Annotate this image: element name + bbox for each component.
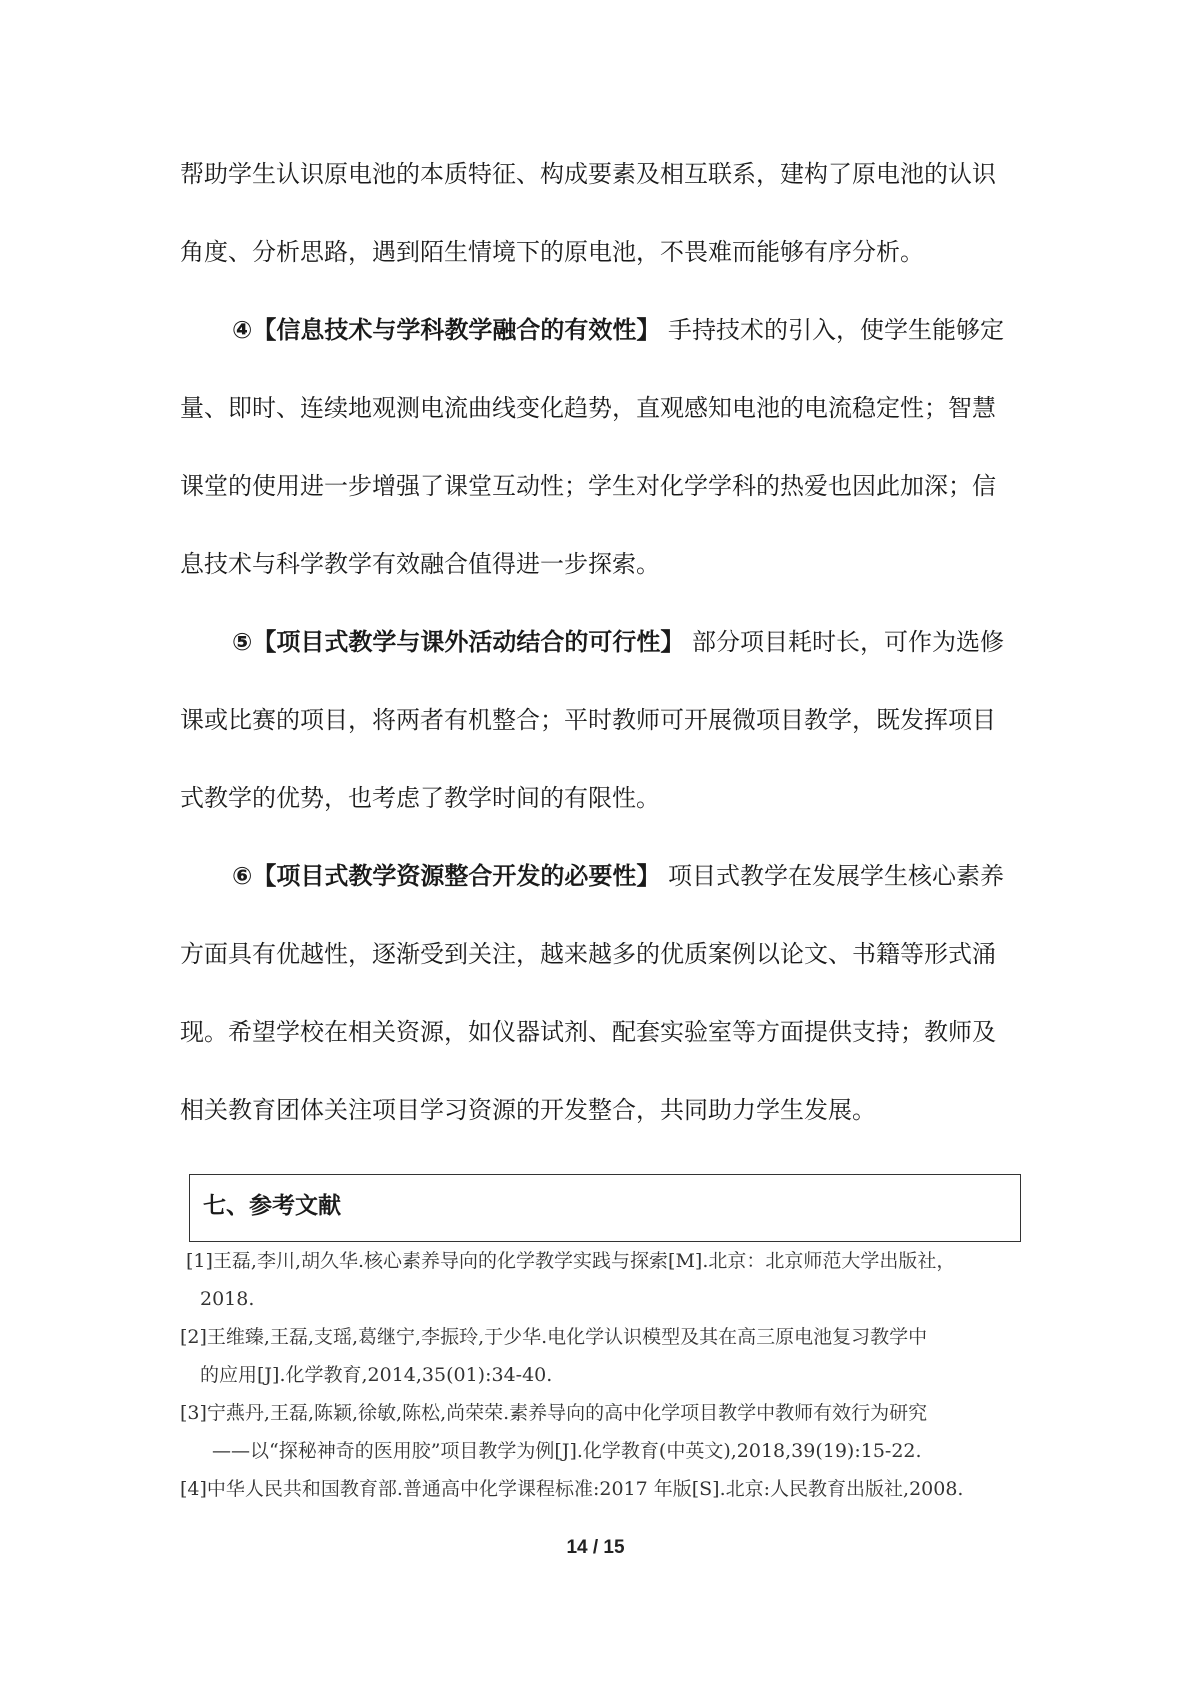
- point-4-line: [180, 314, 1015, 392]
- reference-item: [4]中华人民共和国教育部.普通高中化学课程标准:2017 年版[S].北京:人民教育出版社,2008.: [180, 1478, 964, 1500]
- paragraph-line: 课或比赛的项目，将两者有机整合；平时教师可开展微项目教学，既发挥项目: [180, 706, 996, 734]
- paragraph-line: 式教学的优势，也考虑了教学时间的有限性。: [180, 784, 660, 812]
- page-number: 14 / 15: [566, 1537, 625, 1558]
- references-heading-box: [189, 1174, 1021, 1242]
- references-heading: 七、参考文献: [203, 1193, 341, 1219]
- reference-item-continuation: 2018.: [200, 1288, 255, 1310]
- reference-item-continuation: ——以“探秘神奇的医用胶”项目教学为例[J].化学教育(中英文),2018,39(19):15-22.: [212, 1440, 922, 1462]
- paragraph-line: 角度、分析思路，遇到陌生情境下的原电池，不畏难而能够有序分析。: [180, 238, 924, 266]
- body-text: [180, 158, 1015, 1172]
- paragraph-line: 方面具有优越性，逐渐受到关注，越来越多的优质案例以论文、书籍等形式涌: [180, 940, 996, 968]
- reference-item: [1]王磊,李川,胡久华.核心素养导向的化学教学实践与探索[M].北京：北京师范大学出版社，: [186, 1250, 956, 1272]
- point-marker: ④: [232, 316, 253, 344]
- reference-item: [2]王维臻,王磊,支瑶,葛继宁,李振玲,于少华.电化学认识模型及其在高三原电池复习教学中: [180, 1326, 928, 1348]
- point-heading: 【项目式教学与课外活动结合的可行性】: [252, 628, 685, 656]
- point-6-line: [180, 860, 1015, 938]
- point-text: 部分项目耗时长，可作为选修: [684, 628, 1004, 656]
- reference-item: [3]宁燕丹,王磊,陈颖,徐敏,陈松,尚荣荣.素养导向的高中化学项目教学中教师有效行为研究: [180, 1402, 928, 1424]
- paragraph-line: 息技术与科学教学有效融合值得进一步探索。: [180, 550, 660, 578]
- references-list: [180, 1248, 1080, 1514]
- reference-item-continuation: 的应用[J].化学教育,2014,35(01):34-40.: [200, 1364, 553, 1386]
- paragraph-line: 帮助学生认识原电池的本质特征、构成要素及相互联系，建构了原电池的认识: [180, 160, 996, 188]
- paragraph-line: 课堂的使用进一步增强了课堂互动性；学生对化学学科的热爱也因此加深；信: [180, 472, 996, 500]
- paragraph-line: 量、即时、连续地观测电流曲线变化趋势，直观感知电池的电流稳定性；智慧: [180, 394, 996, 422]
- paragraph-line: 现。希望学校在相关资源，如仪器试剂、配套实验室等方面提供支持；教师及: [180, 1018, 996, 1046]
- point-text: 手持技术的引入，使学生能够定: [660, 316, 1004, 344]
- point-heading: 【项目式教学资源整合开发的必要性】: [252, 862, 661, 890]
- point-marker: ⑤: [232, 628, 253, 656]
- point-text: 项目式教学在发展学生核心素养: [660, 862, 1004, 890]
- paragraph-line: 相关教育团体关注项目学习资源的开发整合，共同助力学生发展。: [180, 1096, 876, 1124]
- point-heading: 【信息技术与学科教学融合的有效性】: [252, 316, 661, 344]
- point-5-line: [180, 626, 1015, 704]
- point-marker: ⑥: [232, 862, 253, 890]
